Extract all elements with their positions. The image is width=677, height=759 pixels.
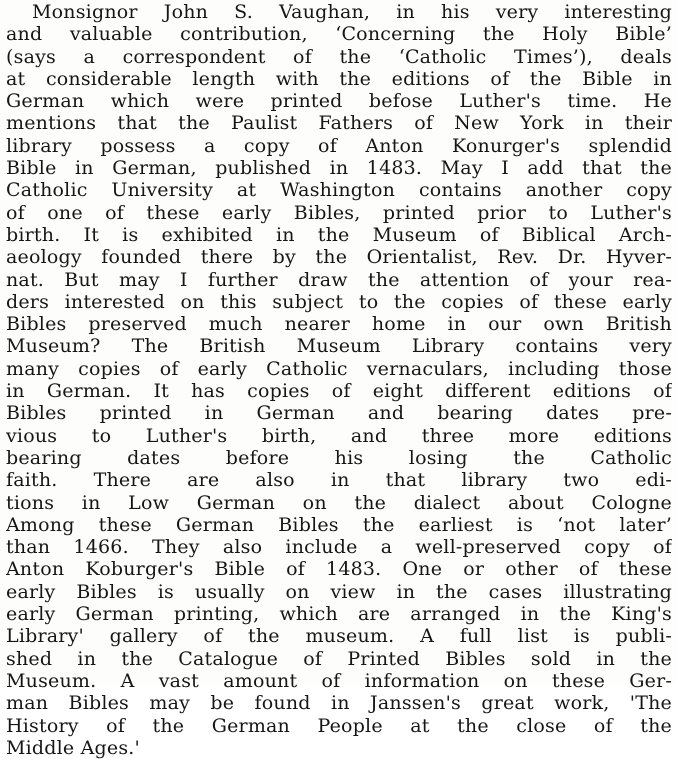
text-line-20: vious to Luther's birth, and three more editions <box>6 424 672 447</box>
text-line-33: History of the German People at the close of the <box>6 714 672 737</box>
text-line-25: than 1466. They also include a well-preserved copy of <box>6 536 672 559</box>
text-line-9: Catholic University at Washington contains another copy <box>6 179 672 202</box>
text-line-30: shed in the Catalogue of Printed Bibles sold in the <box>6 647 672 670</box>
text-line-3: (says a correspondent of the ‘Catholic Times’), deals <box>6 45 672 68</box>
text-line-23: tions in Low German on the dialect about Cologne <box>6 491 672 514</box>
text-line-2: and valuable contribution, ‘Concerning the Holy Bible’ <box>6 23 672 46</box>
text-line-14: ders interested on this subject to the copies of these early <box>6 290 672 313</box>
text-line-32: man Bibles may be found in Janssen's great work, 'The <box>6 692 672 715</box>
text-line-21: bearing dates before his losing the Catholic <box>6 446 672 469</box>
text-line-17: many copies of early Catholic vernaculars, including those <box>6 357 672 380</box>
text-line-18: in German. It has copies of eight different editions of <box>6 380 672 403</box>
text-line-28: early German printing, which are arranged in the King's <box>6 603 672 626</box>
text-line-27: early Bibles is usually on view in the cases illustrating <box>6 580 672 603</box>
text-line-13: nat. But may I further draw the attention of your rea- <box>6 268 672 291</box>
text-line-11: birth. It is exhibited in the Museum of Biblical Arch- <box>6 223 672 246</box>
text-line-34: Middle Ages.' <box>6 736 140 759</box>
text-line-5: German which were printed befose Luther's time. He <box>6 90 672 113</box>
text-line-22: faith. There are also in that library two edi- <box>6 469 672 492</box>
text-line-8: Bible in German, published in 1483. May I add that the <box>6 157 672 180</box>
text-line-24: Among these German Bibles the earliest is ‘not later’ <box>6 513 672 536</box>
text-line-4: at considerable length with the editions of the Bible in <box>6 67 672 90</box>
text-line-12: aeology founded there by the Orientalist, Rev. Dr. Hyver- <box>6 246 672 269</box>
text-line-6: mentions that the Paulist Fathers of New York in their <box>6 112 672 135</box>
text-line-31: Museum. A vast amount of information on these Ger- <box>6 669 672 692</box>
text-line-7: library possess a copy of Anton Konurger's splendid <box>6 134 672 157</box>
text-line-16: Museum? The British Museum Library contains very <box>6 335 672 358</box>
text-line-1: Monsignor John S. Vaughan, in his very interesting <box>32 1 672 23</box>
text-line-26: Anton Koburger's Bible of 1483. One or other of these <box>6 558 672 581</box>
text-line-29: Library' gallery of the museum. A full list is publi- <box>6 625 672 648</box>
text-line-15: Bibles preserved much nearer home in our own British <box>6 313 672 336</box>
text-line-10: of one of these early Bibles, printed prior to Luther's <box>6 201 672 224</box>
text-line-19: Bibles printed in German and bearing dates pre- <box>6 402 672 425</box>
